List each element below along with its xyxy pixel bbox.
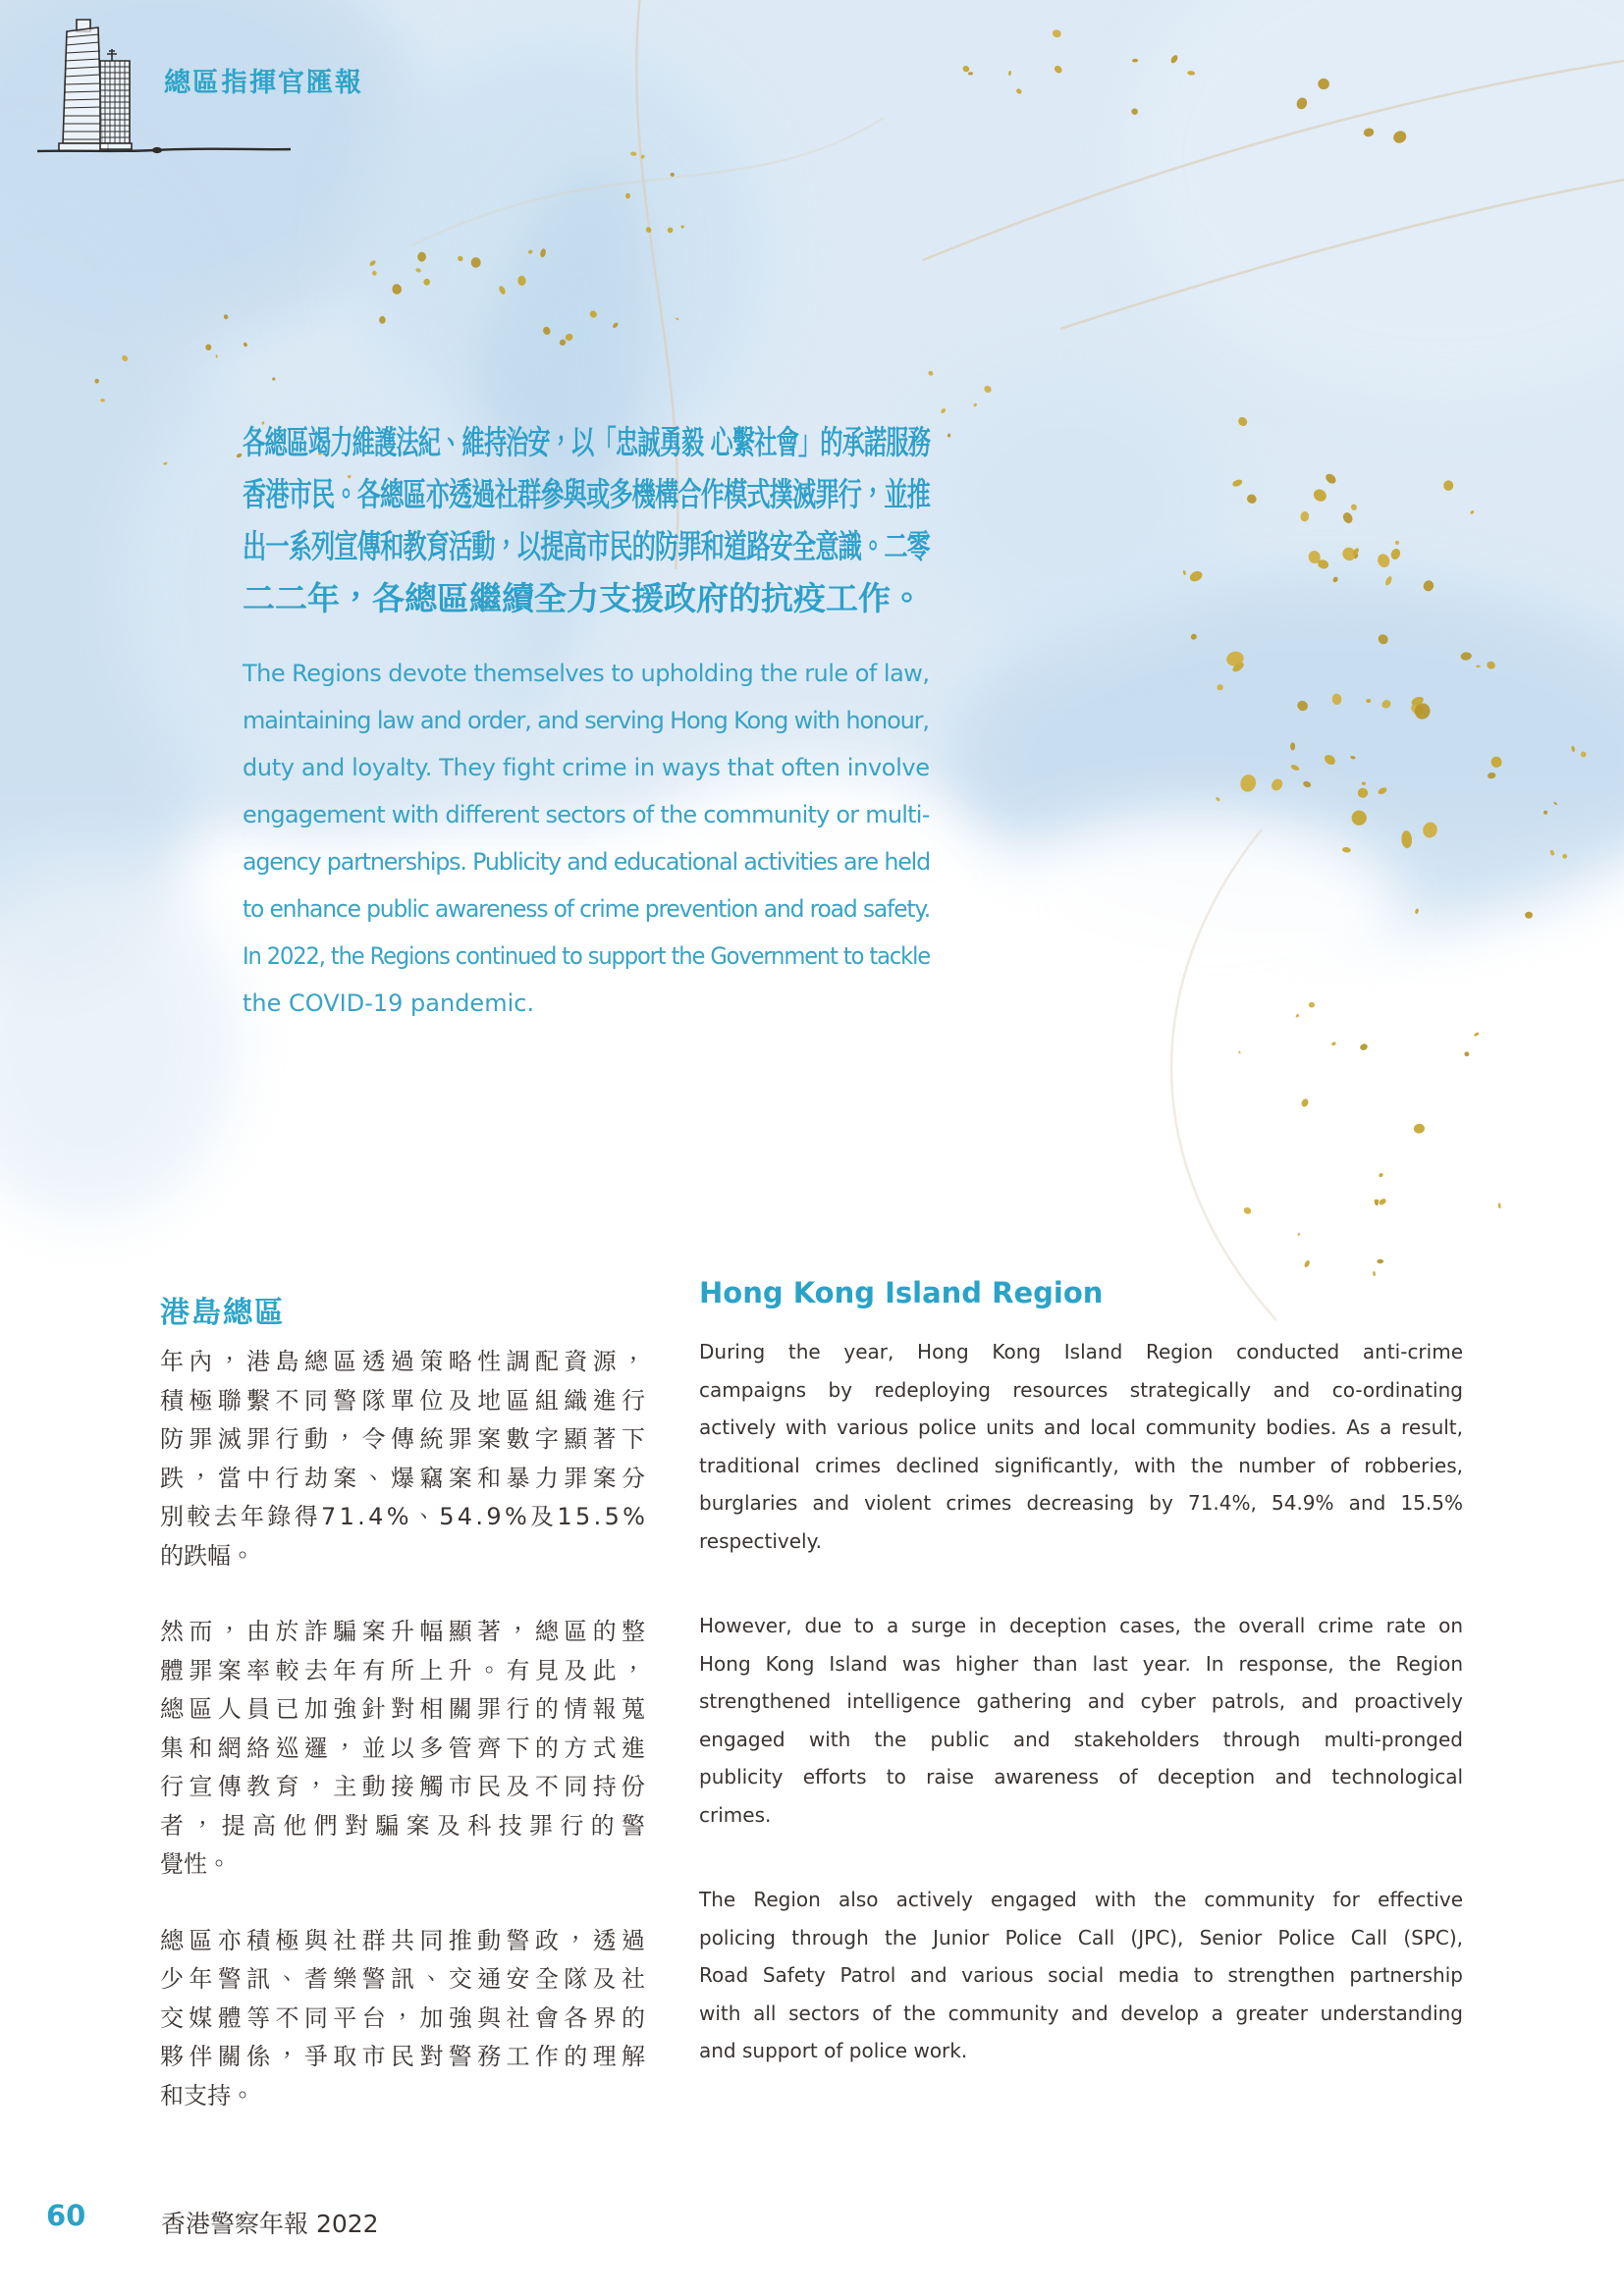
text-line: and support of police work. xyxy=(699,2039,968,2062)
text-line: Hong Kong Island was higher than last year. In response, the Region xyxy=(699,1651,1463,1676)
text-line: The Region also actively engaged with the community for effective xyxy=(699,1888,1463,1911)
text-line: 香港市民。各總區亦透過社群參與或多機構合作模式撲滅罪行，並推 xyxy=(243,475,930,513)
text-line: 夥伴關係，爭取市民對警務工作的理解 xyxy=(160,2043,651,2070)
text-line: crimes. xyxy=(699,1802,772,1827)
text-line: 總區亦積極與社群共同推動警政，透過 xyxy=(160,1926,651,1954)
text-line: During the year, Hong Kong Island Region conducted anti-crime xyxy=(699,1340,1463,1363)
hero-paragraph-en xyxy=(243,650,930,1027)
text-line: In 2022, the Regions continued to support the Government to tackle xyxy=(243,942,930,970)
paragraph-zh xyxy=(160,1922,651,2116)
text-line: 防罪滅罪行動，令傳統罪案數字顯著下 xyxy=(160,1425,651,1453)
text-line: with all sectors of the community and develop a greater understanding xyxy=(699,2001,1463,2025)
text-line: 年內，港島總區透過策略性調配資源， xyxy=(160,1348,651,1375)
section-heading-zh: 港島總區 xyxy=(160,1296,286,1330)
footer-report-title: 香港警察年報 2022 xyxy=(161,2210,379,2238)
text-line: 者，提高他們對騙案及科技罪行的警 xyxy=(160,1811,653,1840)
paragraph-en xyxy=(699,1333,1463,1560)
text-line: 少年警訊、耆樂警訊、交通安全隊及社 xyxy=(160,1965,651,1993)
text-line: respectively. xyxy=(699,1528,822,1553)
text-line: 的跌幅。 xyxy=(160,1541,254,1570)
hero-paragraph-zh xyxy=(243,416,930,624)
text-line: 各總區竭力維護法紀、維持治安，以「忠誠勇毅 心繫社會」的承諾服務 xyxy=(243,423,930,461)
text-line: 覺性。 xyxy=(160,1850,231,1878)
text-line: publicity efforts to raise awareness of deception and technological xyxy=(699,1765,1463,1789)
column-zh xyxy=(160,1343,653,2153)
text-line: campaigns by redeploying resources strategically and co-ordinating xyxy=(699,1377,1463,1402)
text-line: 跌，當中行劫案、爆竊案和暴力罪案分 xyxy=(160,1464,651,1492)
section-heading-en: Hong Kong Island Region xyxy=(699,1276,1104,1309)
page-number: 60 xyxy=(46,2199,86,2232)
text-line: 交媒體等不同平台，加強與社會各界的 xyxy=(160,2003,651,2032)
text-line: 二二年，各總區繼續全力支援政府的抗疫工作。 xyxy=(243,579,923,617)
text-line: 然而，由於詐騙案升幅顯著，總區的整 xyxy=(160,1618,651,1645)
text-line: 出一系列宣傳和教育活動，以提高市民的防罪和道路安全意識。二零 xyxy=(243,527,930,565)
text-line: 行宣傳教育，主動接觸市民及不同持份 xyxy=(160,1773,651,1800)
text-line: actively with various police units and local community bodies. As a result, xyxy=(699,1415,1463,1439)
paragraph-zh xyxy=(160,1343,651,1575)
paragraph-en xyxy=(699,1881,1463,2070)
text-line: maintaining law and order, and serving Hong Kong with honour, xyxy=(243,707,929,734)
text-line: policing through the Junior Police Call (JPC), Senior Police Call (SPC), xyxy=(699,1925,1463,1949)
text-line: The Regions devote themselves to upholding the rule of law, xyxy=(243,660,930,687)
text-line: to enhance public awareness of crime prevention and road safety. xyxy=(243,895,930,923)
page-title: 總區指揮官匯報 xyxy=(164,68,363,98)
text-line: traditional crimes declined significantly, with the number of robberies, xyxy=(699,1453,1463,1477)
paragraph-en xyxy=(699,1607,1463,1834)
text-line: Road Safety Patrol and various social media to strengthen partnership xyxy=(699,1963,1463,1987)
text-line: 別較去年錄得71.4%、54.9%及15.5% xyxy=(160,1503,649,1530)
text-line: duty and loyalty. They fight crime in ways that often involve xyxy=(243,754,930,781)
text-line: 集和網絡巡邏，並以多管齊下的方式進 xyxy=(160,1734,651,1762)
text-line: engagement with different sectors of the community or multi- xyxy=(243,801,930,828)
text-line: engaged with the public and stakeholders through multi-pronged xyxy=(699,1727,1463,1751)
text-line: 和支持。 xyxy=(160,2081,254,2109)
text-line: 總區人員已加強針對相關罪行的情報蒐 xyxy=(160,1695,651,1723)
text-line: However, due to a surge in deception cases, the overall crime rate on xyxy=(699,1614,1463,1637)
column-en xyxy=(699,1333,1463,2117)
text-line: 體罪案率較去年有所上升。有見及此， xyxy=(160,1656,651,1684)
text-line: 積極聯繫不同警隊單位及地區組織進行 xyxy=(160,1386,651,1415)
text-line: the COVID-19 pandemic. xyxy=(243,989,535,1017)
text-line: strengthened intelligence gathering and cyber patrols, and proactively xyxy=(699,1689,1463,1713)
text-line: burglaries and violent crimes decreasing by 71.4%, 54.9% and 15.5% xyxy=(699,1491,1463,1515)
text-line: agency partnerships. Publicity and educational activities are held xyxy=(243,848,930,876)
paragraph-zh xyxy=(160,1613,653,1885)
